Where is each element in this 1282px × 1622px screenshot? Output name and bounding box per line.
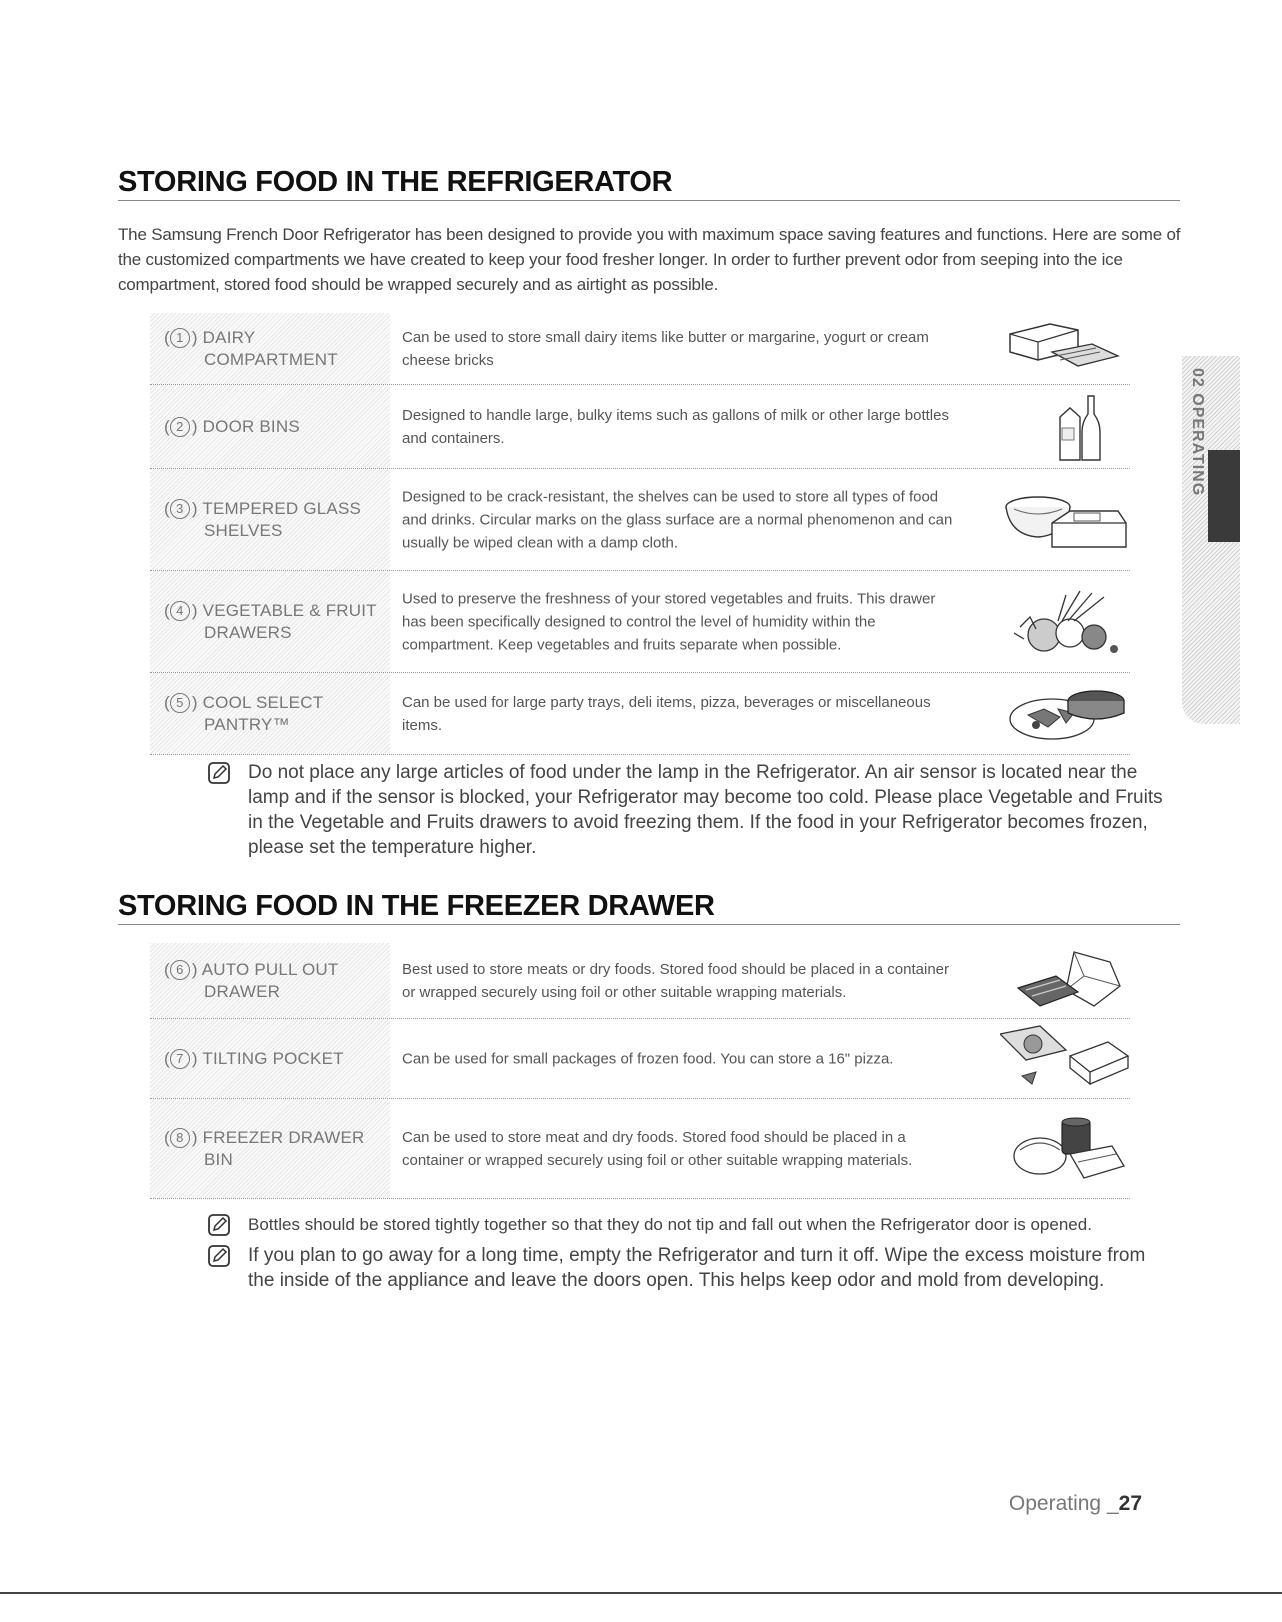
- chapter-side-tab: [1182, 356, 1240, 724]
- row-label-line1: FREEZER DRAWER: [202, 1127, 365, 1147]
- row-label-line2: COMPARTMENT: [204, 349, 338, 369]
- row-label-line1: AUTO PULL OUT: [201, 959, 339, 979]
- row-label-line1: TILTING POCKET: [202, 1048, 344, 1068]
- row-label: ( 6 ) AUTO PULL OUT DRAWER: [164, 959, 339, 1001]
- refrigerator-intro: The Samsung French Door Refrigerator has been designed to provide you with maximum space saving features and functions. Here are some of the customized compartments we have created to keep your food fresher longer. In order to further prevent odor from seeping into the ice compartment, stored food should be wrapped securely and as airtight as possible.: [118, 225, 1181, 294]
- page-number: 27: [1118, 1492, 1142, 1515]
- compartment-row-tilting-pocket: [150, 1019, 1130, 1099]
- row-label-line2: BIN: [204, 1149, 233, 1169]
- note-pencil-icon: [208, 762, 230, 784]
- side-tab-marker: [1208, 450, 1240, 542]
- compartment-row-freezer-drawer-bin: [150, 1099, 1130, 1199]
- row-label: ( 7 ) TILTING POCKET: [164, 1048, 344, 1068]
- freezer-section-title: STORING FOOD IN THE FREEZER DRAWER: [118, 890, 1180, 925]
- row-label: ( 1 ) DAIRY COMPARTMENT: [164, 327, 338, 369]
- page-footer: [1009, 1492, 1142, 1516]
- bowl-container-icon: [1000, 485, 1130, 555]
- row-label-cell: [150, 943, 390, 1018]
- row-label: ( 5 ) COOL SELECT PANTRY™: [164, 692, 324, 734]
- item-number: 1: [170, 328, 190, 348]
- row-label: ( 4 ) VEGETABLE & FRUIT DRAWERS: [164, 600, 377, 642]
- row-label-line1: VEGETABLE & FRUIT: [202, 600, 377, 620]
- compartment-row-glass-shelves: [150, 469, 1130, 571]
- row-description: Used to preserve the freshness of your stored vegetables and fruits. This drawer has been specifically designed to control the level of humidity within the compartment. Keep vegetables and fruits separate when possible.: [402, 590, 936, 653]
- row-label: ( 3 ) TEMPERED GLASS SHELVES: [164, 498, 362, 540]
- refrigerator-section-title: STORING FOOD IN THE REFRIGERATOR: [118, 166, 1180, 201]
- side-tab-label: 02 OPERATING: [1189, 368, 1206, 497]
- row-label: ( 2 ) DOOR BINS: [164, 416, 300, 436]
- row-label-cell: [150, 313, 390, 384]
- row-label-line2: DRAWER: [204, 981, 281, 1001]
- row-label-line2: SHELVES: [204, 520, 283, 540]
- compartment-row-cool-select-pantry: [150, 673, 1130, 755]
- item-number: 2: [170, 417, 190, 437]
- bottom-rule: [0, 1592, 1282, 1594]
- vegetables-icon: [1000, 587, 1130, 657]
- note-pencil-icon: [208, 1245, 230, 1267]
- row-label-line1: COOL SELECT: [202, 692, 324, 712]
- row-description: Can be used for small packages of frozen food. You can store a 16" pizza.: [402, 1050, 894, 1067]
- freezer-note-away: [212, 1243, 1172, 1293]
- compartment-row-vegetable-drawers: [150, 571, 1130, 673]
- row-label-cell: [150, 385, 390, 468]
- milk-bottle-icon: [1000, 392, 1130, 462]
- row-description: Can be used to store meat and dry foods. Stored food should be placed in a container or wrapped securely using foil or other suitable wrapping materials.: [402, 1128, 913, 1169]
- row-description: Designed to be crack-resistant, the shelves can be used to store all types of food and drinks. Circular marks on the glass surface are a normal phenomenon and can usually be wiped clean with a damp cloth.: [402, 488, 953, 551]
- pizza-box-icon: [1000, 1024, 1130, 1094]
- row-label: ( 8 ) FREEZER DRAWER BIN: [164, 1127, 365, 1169]
- row-label-cell: [150, 469, 390, 570]
- row-label-cell: [150, 1099, 390, 1198]
- item-number: 8: [170, 1128, 190, 1148]
- row-description: Best used to store meats or dry foods. Stored food should be placed in a container or wrapped securely using foil or other suitable wrapping materials.: [402, 960, 949, 1001]
- row-label-cell: [150, 673, 390, 754]
- freezer-note-bottles: [212, 1212, 1172, 1237]
- row-label-line1: DOOR BINS: [202, 416, 300, 436]
- row-description: Can be used for large party trays, deli items, pizza, beverages or miscellaneous items.: [402, 693, 931, 734]
- compartment-row-dairy: [150, 313, 1130, 385]
- row-label-line1: TEMPERED GLASS: [202, 498, 362, 518]
- row-label-line2: PANTRY™: [204, 714, 290, 734]
- item-number: 5: [170, 693, 190, 713]
- compartment-row-auto-pull-out-drawer: [150, 943, 1130, 1019]
- row-label-cell: [150, 1019, 390, 1098]
- note-text: Bottles should be stored tightly together so that they do not tip and fall out when the Refrigerator door is opened.: [248, 1215, 1092, 1234]
- freezer-compartment-table: [150, 943, 1130, 1199]
- party-tray-icon: [1000, 679, 1130, 749]
- note-pencil-icon: [208, 1214, 230, 1236]
- row-label-cell: [150, 571, 390, 672]
- frozen-food-icon: [1000, 1114, 1130, 1184]
- row-description: Designed to handle large, bulky items such as gallons of milk or other large bottles and containers.: [402, 406, 949, 447]
- note-text: Do not place any large articles of food under the lamp in the Refrigerator. An air sensor is located near the lamp and if the sensor is blocked, your Refrigerator may become too cold. Please place Vegetable and Fruits in the Vegetable and Fruits drawers to avoid freezing them. If the food in your Refrigerator becomes frozen, please set the temperature higher.: [248, 762, 1163, 858]
- item-number: 7: [170, 1049, 190, 1069]
- compartment-row-door-bins: [150, 385, 1130, 469]
- item-number: 6: [170, 960, 190, 980]
- row-label-line1: DAIRY: [202, 327, 256, 347]
- item-number: 3: [170, 499, 190, 519]
- dairy-compartment-icon: [1000, 314, 1130, 384]
- row-description: Can be used to store small dairy items like butter or margarine, yogurt or cream cheese bricks: [402, 328, 929, 369]
- wrapped-meat-icon: [1000, 946, 1130, 1016]
- refrigerator-compartment-table: [150, 313, 1130, 755]
- footer-section: Operating _: [1008, 1492, 1119, 1515]
- item-number: 4: [170, 601, 190, 621]
- refrigerator-note: [212, 760, 1172, 860]
- note-text: If you plan to go away for a long time, empty the Refrigerator and turn it off. Wipe the excess moisture from the inside of the appliance and leave the doors open. This helps keep odor and mold from developing.: [248, 1245, 1146, 1291]
- row-label-line2: DRAWERS: [204, 622, 292, 642]
